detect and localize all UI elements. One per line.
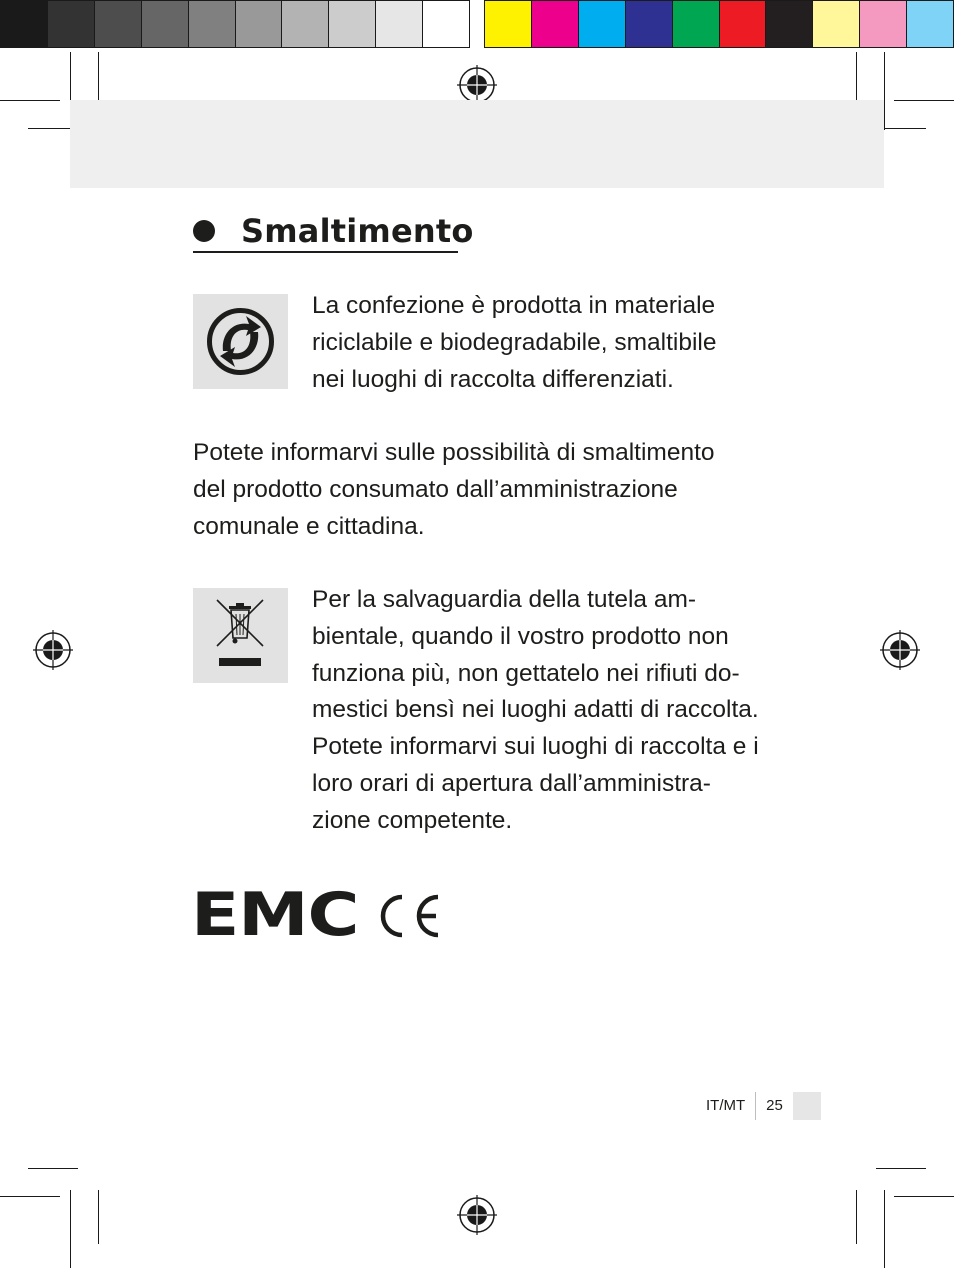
text-line: bientale, quando il vostro prodotto non <box>312 622 729 650</box>
bullet-icon <box>193 220 215 242</box>
registration-mark-icon <box>457 1195 497 1235</box>
color-swatch <box>423 1 469 47</box>
crop-mark <box>856 1190 857 1244</box>
crop-mark <box>876 1168 926 1169</box>
color-swatch <box>48 1 95 47</box>
text-line: riciclabile e biodegradabile, smaltibile <box>312 328 717 356</box>
color-swatch <box>485 1 532 47</box>
color-swatch <box>766 1 813 47</box>
color-swatch <box>579 1 626 47</box>
color-swatch <box>329 1 376 47</box>
green-dot-recycling-icon <box>193 294 288 389</box>
weee-disposal-text <box>312 582 782 840</box>
process-color-bar <box>484 0 954 48</box>
text-line: loro orari di apertura dall’amministra- <box>312 769 711 797</box>
section-title: Smaltimento <box>241 212 474 250</box>
section-heading <box>193 212 474 250</box>
registration-mark-icon <box>33 630 73 670</box>
crop-mark <box>0 1196 60 1197</box>
text-line: Potete informarvi sui luoghi di raccolta e i <box>312 733 759 761</box>
color-swatch <box>813 1 860 47</box>
color-swatch <box>532 1 579 47</box>
emc-mark: EMC <box>191 880 359 950</box>
text-line: zione competente. <box>312 806 513 834</box>
crossed-out-wheelie-bin-icon <box>193 588 288 683</box>
ce-mark-icon <box>374 893 442 939</box>
text-line: Per la salvaguardia della tutela am- <box>312 586 697 613</box>
color-swatch <box>142 1 189 47</box>
header-band <box>70 100 884 188</box>
crop-mark <box>28 1168 78 1169</box>
color-swatch <box>189 1 236 47</box>
color-swatch <box>95 1 142 47</box>
packaging-disposal-text <box>312 288 782 398</box>
crop-mark <box>884 1190 885 1268</box>
crop-mark <box>70 1190 71 1268</box>
color-swatch <box>673 1 720 47</box>
text-line: nei luoghi di raccolta differenziati. <box>312 365 674 393</box>
text-line: funziona più, non gettatelo nei rifiuti do- <box>312 659 740 687</box>
color-swatch <box>907 1 953 47</box>
crop-mark <box>0 100 60 101</box>
municipal-info-text <box>193 435 793 545</box>
heading-underline <box>193 251 458 253</box>
page-tab <box>793 1092 821 1120</box>
color-swatch <box>236 1 283 47</box>
text-line: comunale e cittadina. <box>193 512 425 540</box>
text-line: del prodotto consumato dall’amministrazione <box>193 475 678 503</box>
page-number: 25 <box>766 1097 783 1114</box>
language-code: IT/MT <box>706 1097 746 1114</box>
crop-mark <box>856 52 857 106</box>
color-swatch <box>376 1 423 47</box>
color-swatch <box>282 1 329 47</box>
crop-mark <box>894 100 954 101</box>
crop-mark <box>98 52 99 106</box>
color-swatch <box>720 1 767 47</box>
color-swatch <box>626 1 673 47</box>
crop-mark <box>884 52 885 130</box>
registration-mark-icon <box>457 65 497 105</box>
registration-mark-icon <box>880 630 920 670</box>
text-line: Potete informarvi sulle possibilità di smaltimento <box>193 439 715 466</box>
color-swatch <box>860 1 907 47</box>
grayscale-color-bar <box>0 0 470 48</box>
crop-mark <box>894 1196 954 1197</box>
color-swatch <box>1 1 48 47</box>
text-line: La confezione è prodotta in materiale <box>312 292 716 319</box>
crop-mark <box>98 1190 99 1244</box>
text-line: mestici bensì nei luoghi adatti di raccolta. <box>312 696 759 724</box>
page-footer <box>706 1092 821 1120</box>
